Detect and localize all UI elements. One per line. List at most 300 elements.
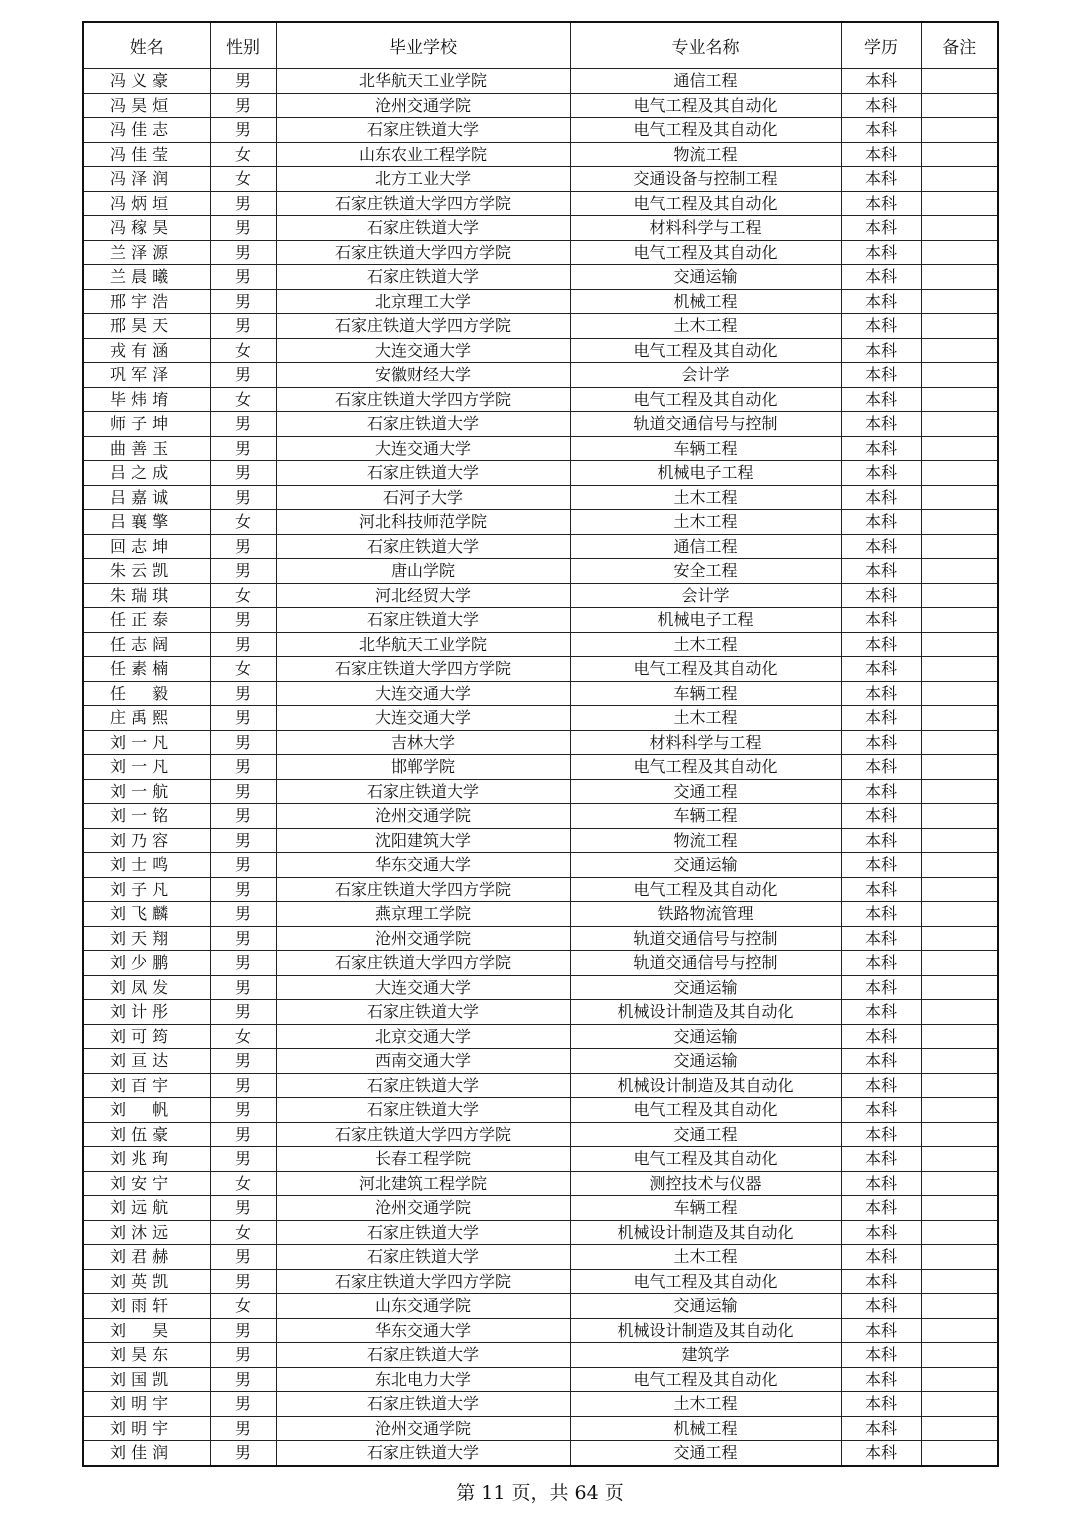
header-name: 姓名 — [83, 22, 210, 69]
cell-name: 刘 雨 轩 — [83, 1294, 210, 1319]
cell-name: 巩 军 泽 — [83, 363, 210, 388]
cell-name: 刘 可 筠 — [83, 1024, 210, 1049]
cell-school: 石家庄铁道大学四方学院 — [276, 240, 570, 265]
cell-gender: 男 — [210, 730, 276, 755]
cell-name: 冯 昊 烜 — [83, 93, 210, 118]
table-row — [83, 1392, 998, 1417]
table-row — [83, 1220, 998, 1245]
cell-degree: 本科 — [841, 1392, 921, 1417]
cell-name: 刘 佳 润 — [83, 1441, 210, 1466]
cell-major: 机械设计制造及其自动化 — [570, 1318, 841, 1343]
cell-degree: 本科 — [841, 412, 921, 437]
cell-major: 土木工程 — [570, 632, 841, 657]
cell-degree: 本科 — [841, 779, 921, 804]
cell-major: 电气工程及其自动化 — [570, 1367, 841, 1392]
cell-remarks — [921, 93, 998, 118]
cell-school: 沧州交通学院 — [276, 1416, 570, 1441]
cell-major: 交通运输 — [570, 265, 841, 290]
cell-remarks — [921, 1318, 998, 1343]
cell-name: 兰 晨 曦 — [83, 265, 210, 290]
cell-degree: 本科 — [841, 1122, 921, 1147]
table-row — [83, 1000, 998, 1025]
cell-major: 机械设计制造及其自动化 — [570, 1000, 841, 1025]
cell-major: 通信工程 — [570, 69, 841, 94]
cell-remarks — [921, 1147, 998, 1172]
cell-gender: 男 — [210, 1098, 276, 1123]
cell-degree: 本科 — [841, 926, 921, 951]
cell-major: 交通设备与控制工程 — [570, 167, 841, 192]
table-row — [83, 93, 998, 118]
cell-school: 西南交通大学 — [276, 1049, 570, 1074]
cell-gender: 男 — [210, 951, 276, 976]
table-row — [83, 583, 998, 608]
table-row — [83, 191, 998, 216]
cell-gender: 男 — [210, 1318, 276, 1343]
cell-degree: 本科 — [841, 265, 921, 290]
cell-name: 刘 飞 麟 — [83, 902, 210, 927]
cell-name: 刘 一 铭 — [83, 804, 210, 829]
cell-major: 安全工程 — [570, 559, 841, 584]
cell-degree: 本科 — [841, 338, 921, 363]
cell-school: 北方工业大学 — [276, 167, 570, 192]
table-row — [83, 755, 998, 780]
cell-degree: 本科 — [841, 93, 921, 118]
table-row — [83, 485, 998, 510]
cell-major: 材料科学与工程 — [570, 730, 841, 755]
cell-major: 电气工程及其自动化 — [570, 1098, 841, 1123]
cell-gender: 男 — [210, 93, 276, 118]
cell-major: 交通运输 — [570, 1294, 841, 1319]
cell-major: 机械电子工程 — [570, 608, 841, 633]
cell-remarks — [921, 216, 998, 241]
cell-remarks — [921, 314, 998, 339]
header-school: 毕业学校 — [276, 22, 570, 69]
cell-school: 大连交通大学 — [276, 338, 570, 363]
cell-degree: 本科 — [841, 608, 921, 633]
cell-gender: 女 — [210, 1171, 276, 1196]
table-row — [83, 1269, 998, 1294]
table-row — [83, 559, 998, 584]
cell-gender: 女 — [210, 1294, 276, 1319]
cell-school: 沧州交通学院 — [276, 93, 570, 118]
cell-major: 通信工程 — [570, 534, 841, 559]
cell-name: 冯 义 豪 — [83, 69, 210, 94]
cell-school: 石家庄铁道大学 — [276, 461, 570, 486]
cell-name: 冯 炳 垣 — [83, 191, 210, 216]
cell-name: 冯 佳 志 — [83, 118, 210, 143]
cell-remarks — [921, 706, 998, 731]
table-row — [83, 387, 998, 412]
cell-major: 交通工程 — [570, 779, 841, 804]
table-row — [83, 1122, 998, 1147]
cell-name: 曲 善 玉 — [83, 436, 210, 461]
table-row — [83, 142, 998, 167]
header-row — [83, 22, 998, 69]
table-row — [83, 338, 998, 363]
cell-major: 电气工程及其自动化 — [570, 657, 841, 682]
cell-degree: 本科 — [841, 632, 921, 657]
cell-gender: 男 — [210, 1049, 276, 1074]
table-row — [83, 240, 998, 265]
cell-remarks — [921, 853, 998, 878]
cell-gender: 男 — [210, 1147, 276, 1172]
cell-school: 石家庄铁道大学 — [276, 1245, 570, 1270]
cell-major: 车辆工程 — [570, 681, 841, 706]
header-major: 专业名称 — [570, 22, 841, 69]
cell-school: 安徽财经大学 — [276, 363, 570, 388]
cell-school: 华东交通大学 — [276, 853, 570, 878]
cell-name: 冯 稼 昊 — [83, 216, 210, 241]
cell-name: 任 正 泰 — [83, 608, 210, 633]
cell-gender: 男 — [210, 1343, 276, 1368]
cell-major: 电气工程及其自动化 — [570, 118, 841, 143]
cell-gender: 男 — [210, 902, 276, 927]
header-degree: 学历 — [841, 22, 921, 69]
table-row — [83, 1318, 998, 1343]
cell-gender: 男 — [210, 314, 276, 339]
cell-gender: 男 — [210, 240, 276, 265]
cell-remarks — [921, 1122, 998, 1147]
cell-name: 朱 瑞 琪 — [83, 583, 210, 608]
cell-degree: 本科 — [841, 510, 921, 535]
cell-remarks — [921, 142, 998, 167]
cell-remarks — [921, 804, 998, 829]
cell-gender: 男 — [210, 118, 276, 143]
cell-major: 会计学 — [570, 583, 841, 608]
cell-major: 机械设计制造及其自动化 — [570, 1220, 841, 1245]
cell-school: 石家庄铁道大学 — [276, 1343, 570, 1368]
cell-degree: 本科 — [841, 1024, 921, 1049]
cell-degree: 本科 — [841, 975, 921, 1000]
cell-remarks — [921, 534, 998, 559]
cell-remarks — [921, 877, 998, 902]
cell-gender: 男 — [210, 608, 276, 633]
cell-remarks — [921, 1441, 998, 1466]
cell-major: 测控技术与仪器 — [570, 1171, 841, 1196]
cell-degree: 本科 — [841, 314, 921, 339]
cell-name: 刘 一 凡 — [83, 730, 210, 755]
table-row — [83, 167, 998, 192]
cell-remarks — [921, 1245, 998, 1270]
table-row — [83, 1416, 998, 1441]
cell-name: 任 志 阔 — [83, 632, 210, 657]
cell-name: 刘 一 凡 — [83, 755, 210, 780]
cell-major: 车辆工程 — [570, 436, 841, 461]
cell-school: 石家庄铁道大学四方学院 — [276, 657, 570, 682]
cell-remarks — [921, 387, 998, 412]
header-remarks: 备注 — [921, 22, 998, 69]
table-row — [83, 730, 998, 755]
cell-name: 刘 昊 — [83, 1318, 210, 1343]
cell-name: 吕 襄 擎 — [83, 510, 210, 535]
cell-degree: 本科 — [841, 167, 921, 192]
cell-school: 石家庄铁道大学 — [276, 412, 570, 437]
page-footer: 第 11 页，共 64 页 — [456, 1482, 624, 1504]
cell-degree: 本科 — [841, 363, 921, 388]
cell-degree: 本科 — [841, 1073, 921, 1098]
cell-name: 回 志 坤 — [83, 534, 210, 559]
cell-school: 山东交通学院 — [276, 1294, 570, 1319]
cell-school: 石家庄铁道大学四方学院 — [276, 191, 570, 216]
cell-school: 北京交通大学 — [276, 1024, 570, 1049]
cell-remarks — [921, 559, 998, 584]
cell-school: 沧州交通学院 — [276, 926, 570, 951]
cell-school: 石家庄铁道大学 — [276, 1000, 570, 1025]
cell-school: 石家庄铁道大学 — [276, 265, 570, 290]
cell-gender: 女 — [210, 1220, 276, 1245]
cell-degree: 本科 — [841, 1245, 921, 1270]
cell-gender: 男 — [210, 69, 276, 94]
cell-school: 华东交通大学 — [276, 1318, 570, 1343]
cell-name: 任 素 楠 — [83, 657, 210, 682]
cell-name: 刘 明 宇 — [83, 1416, 210, 1441]
roster-table-container — [82, 21, 997, 1467]
cell-school: 石河子大学 — [276, 485, 570, 510]
cell-gender: 男 — [210, 779, 276, 804]
cell-major: 建筑学 — [570, 1343, 841, 1368]
cell-gender: 男 — [210, 559, 276, 584]
cell-remarks — [921, 1024, 998, 1049]
cell-gender: 女 — [210, 142, 276, 167]
table-row — [83, 608, 998, 633]
table-row — [83, 363, 998, 388]
cell-school: 吉林大学 — [276, 730, 570, 755]
cell-name: 刘 安 宁 — [83, 1171, 210, 1196]
table-row — [83, 534, 998, 559]
cell-remarks — [921, 730, 998, 755]
cell-degree: 本科 — [841, 534, 921, 559]
cell-major: 物流工程 — [570, 142, 841, 167]
cell-gender: 男 — [210, 1392, 276, 1417]
cell-gender: 男 — [210, 877, 276, 902]
cell-school: 石家庄铁道大学 — [276, 608, 570, 633]
cell-name: 刘 子 凡 — [83, 877, 210, 902]
cell-degree: 本科 — [841, 1049, 921, 1074]
cell-gender: 男 — [210, 1196, 276, 1221]
roster-table — [82, 21, 999, 1467]
cell-gender: 男 — [210, 289, 276, 314]
cell-school: 山东农业工程学院 — [276, 142, 570, 167]
cell-school: 石家庄铁道大学 — [276, 1392, 570, 1417]
table-row — [83, 632, 998, 657]
cell-name: 吕 嘉 诚 — [83, 485, 210, 510]
cell-degree: 本科 — [841, 240, 921, 265]
cell-school: 唐山学院 — [276, 559, 570, 584]
cell-school: 河北科技师范学院 — [276, 510, 570, 535]
cell-name: 刘 英 凯 — [83, 1269, 210, 1294]
cell-school: 燕京理工学院 — [276, 902, 570, 927]
cell-name: 刘 远 航 — [83, 1196, 210, 1221]
table-row — [83, 314, 998, 339]
cell-remarks — [921, 1073, 998, 1098]
cell-school: 石家庄铁道大学四方学院 — [276, 951, 570, 976]
cell-gender: 男 — [210, 755, 276, 780]
cell-degree: 本科 — [841, 289, 921, 314]
cell-degree: 本科 — [841, 1196, 921, 1221]
table-row — [83, 289, 998, 314]
cell-remarks — [921, 951, 998, 976]
cell-gender: 男 — [210, 632, 276, 657]
cell-gender: 男 — [210, 1073, 276, 1098]
cell-name: 刘 昊 东 — [83, 1343, 210, 1368]
cell-major: 交通工程 — [570, 1441, 841, 1466]
cell-remarks — [921, 1343, 998, 1368]
cell-major: 电气工程及其自动化 — [570, 877, 841, 902]
cell-major: 电气工程及其自动化 — [570, 387, 841, 412]
table-row — [83, 412, 998, 437]
cell-degree: 本科 — [841, 216, 921, 241]
cell-name: 毕 炜 堉 — [83, 387, 210, 412]
cell-degree: 本科 — [841, 1318, 921, 1343]
cell-remarks — [921, 681, 998, 706]
cell-gender: 男 — [210, 436, 276, 461]
cell-degree: 本科 — [841, 1147, 921, 1172]
cell-major: 机械电子工程 — [570, 461, 841, 486]
cell-remarks — [921, 338, 998, 363]
cell-school: 石家庄铁道大学 — [276, 118, 570, 143]
cell-remarks — [921, 69, 998, 94]
cell-degree: 本科 — [841, 902, 921, 927]
cell-degree: 本科 — [841, 951, 921, 976]
cell-remarks — [921, 1367, 998, 1392]
cell-degree: 本科 — [841, 1294, 921, 1319]
cell-degree: 本科 — [841, 485, 921, 510]
cell-school: 北华航天工业学院 — [276, 69, 570, 94]
cell-degree: 本科 — [841, 191, 921, 216]
cell-school: 石家庄铁道大学 — [276, 1098, 570, 1123]
cell-remarks — [921, 1269, 998, 1294]
table-row — [83, 461, 998, 486]
table-row — [83, 1196, 998, 1221]
cell-name: 师 子 坤 — [83, 412, 210, 437]
cell-gender: 男 — [210, 1000, 276, 1025]
cell-gender: 男 — [210, 216, 276, 241]
table-row — [83, 1245, 998, 1270]
cell-gender: 男 — [210, 1245, 276, 1270]
cell-gender: 女 — [210, 1024, 276, 1049]
cell-gender: 女 — [210, 387, 276, 412]
cell-remarks — [921, 510, 998, 535]
cell-school: 石家庄铁道大学 — [276, 1073, 570, 1098]
cell-remarks — [921, 485, 998, 510]
cell-remarks — [921, 657, 998, 682]
cell-remarks — [921, 1098, 998, 1123]
cell-school: 石家庄铁道大学四方学院 — [276, 1122, 570, 1147]
cell-name: 冯 佳 莹 — [83, 142, 210, 167]
cell-remarks — [921, 1220, 998, 1245]
cell-remarks — [921, 1196, 998, 1221]
cell-name: 邢 昊 天 — [83, 314, 210, 339]
table-row — [83, 216, 998, 241]
cell-degree: 本科 — [841, 730, 921, 755]
cell-remarks — [921, 755, 998, 780]
cell-major: 土木工程 — [570, 485, 841, 510]
cell-remarks — [921, 1416, 998, 1441]
cell-name: 戎 有 涵 — [83, 338, 210, 363]
cell-remarks — [921, 926, 998, 951]
cell-degree: 本科 — [841, 69, 921, 94]
table-row — [83, 681, 998, 706]
table-body — [83, 69, 998, 1466]
cell-major: 轨道交通信号与控制 — [570, 951, 841, 976]
cell-gender: 女 — [210, 583, 276, 608]
cell-school: 沈阳建筑大学 — [276, 828, 570, 853]
cell-gender: 男 — [210, 1441, 276, 1466]
cell-degree: 本科 — [841, 387, 921, 412]
cell-major: 交通工程 — [570, 1122, 841, 1147]
cell-degree: 本科 — [841, 1343, 921, 1368]
cell-gender: 男 — [210, 485, 276, 510]
cell-gender: 男 — [210, 828, 276, 853]
cell-major: 交通运输 — [570, 975, 841, 1000]
cell-degree: 本科 — [841, 118, 921, 143]
cell-school: 北华航天工业学院 — [276, 632, 570, 657]
cell-remarks — [921, 436, 998, 461]
cell-degree: 本科 — [841, 436, 921, 461]
cell-remarks — [921, 240, 998, 265]
cell-remarks — [921, 583, 998, 608]
cell-degree: 本科 — [841, 706, 921, 731]
cell-gender: 女 — [210, 510, 276, 535]
cell-degree: 本科 — [841, 853, 921, 878]
cell-degree: 本科 — [841, 1367, 921, 1392]
cell-name: 庄 禹 熙 — [83, 706, 210, 731]
cell-school: 大连交通大学 — [276, 975, 570, 1000]
cell-degree: 本科 — [841, 583, 921, 608]
cell-name: 刘 计 彤 — [83, 1000, 210, 1025]
table-row — [83, 975, 998, 1000]
cell-degree: 本科 — [841, 1098, 921, 1123]
cell-degree: 本科 — [841, 877, 921, 902]
table-row — [83, 1367, 998, 1392]
table-row — [83, 926, 998, 951]
table-row — [83, 1098, 998, 1123]
cell-major: 交通运输 — [570, 1049, 841, 1074]
cell-school: 大连交通大学 — [276, 681, 570, 706]
cell-major: 机械工程 — [570, 1416, 841, 1441]
cell-major: 土木工程 — [570, 1392, 841, 1417]
cell-school: 石家庄铁道大学 — [276, 1220, 570, 1245]
cell-major: 机械设计制造及其自动化 — [570, 1073, 841, 1098]
table-row — [83, 1073, 998, 1098]
cell-gender: 男 — [210, 853, 276, 878]
cell-major: 土木工程 — [570, 314, 841, 339]
cell-name: 刘 国 凯 — [83, 1367, 210, 1392]
cell-name: 吕 之 成 — [83, 461, 210, 486]
cell-remarks — [921, 975, 998, 1000]
cell-gender: 男 — [210, 681, 276, 706]
cell-remarks — [921, 289, 998, 314]
cell-degree: 本科 — [841, 1220, 921, 1245]
cell-degree: 本科 — [841, 804, 921, 829]
cell-degree: 本科 — [841, 657, 921, 682]
cell-school: 邯郸学院 — [276, 755, 570, 780]
cell-school: 沧州交通学院 — [276, 804, 570, 829]
cell-major: 电气工程及其自动化 — [570, 93, 841, 118]
cell-remarks — [921, 1000, 998, 1025]
cell-school: 大连交通大学 — [276, 706, 570, 731]
cell-degree: 本科 — [841, 559, 921, 584]
table-row — [83, 877, 998, 902]
cell-remarks — [921, 1392, 998, 1417]
cell-name: 刘 天 翔 — [83, 926, 210, 951]
cell-name: 刘 伍 豪 — [83, 1122, 210, 1147]
table-row — [83, 1024, 998, 1049]
cell-school: 沧州交通学院 — [276, 1196, 570, 1221]
table-row — [83, 1343, 998, 1368]
cell-remarks — [921, 265, 998, 290]
cell-gender: 男 — [210, 1122, 276, 1147]
